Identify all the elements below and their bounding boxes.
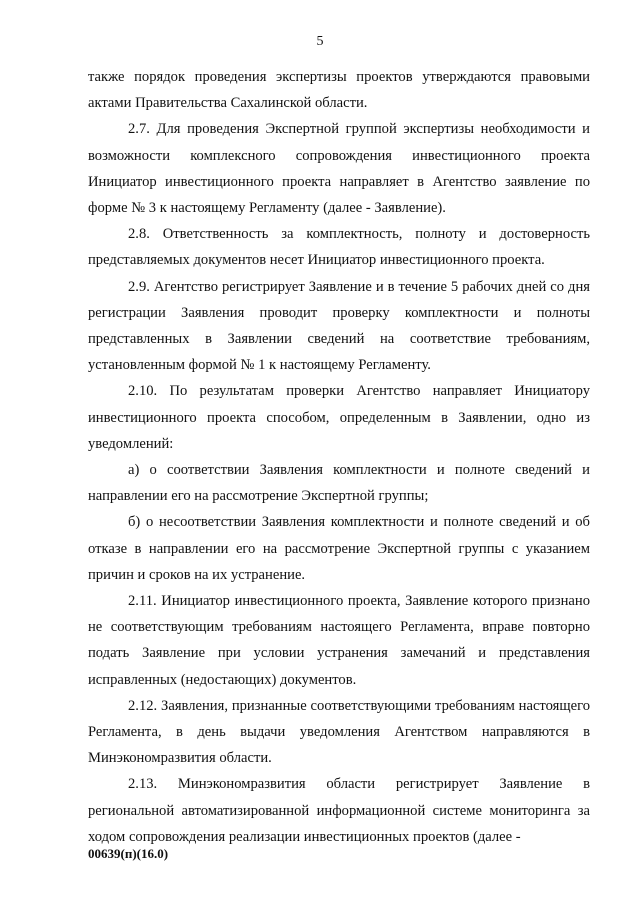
paragraph-2-13: 2.13. Минэкономразвития области регистрирует Заявление в региональной автоматизированной информационной системе мониторинга за ходом сопровождения реализации инвестиционных проектов (далее - bbox=[88, 776, 590, 845]
paragraph-2-12: 2.12. Заявления, признанные соответствующими требованиям настоящего Регламента, в день выдачи уведомления Агентством направляются в Минэкономразвития области. bbox=[88, 697, 590, 767]
paragraph-2-11: 2.11. Инициатор инвестиционного проекта, Заявление которого признано не соответствующим требованиям настоящего Регламента, вправе повторно подать Заявление при условии устранения замечаний и представления исправленных (недостающих) документов. bbox=[88, 593, 590, 688]
document-code: 00639(п)(16.0) bbox=[88, 846, 169, 861]
paragraph-2-10-b: б) о несоответствии Заявления комплектности и полноте сведений и об отказе в направлении его на рассмотрение Экспертной группы с указанием причин и сроков на их устранение. bbox=[88, 514, 590, 583]
paragraph-continuation: также порядок проведения экспертизы проектов утверждаются правовыми актами Правительства Сахалинской области. bbox=[88, 69, 590, 112]
page-number: 5 bbox=[316, 34, 324, 49]
paragraph-2-8: 2.8. Ответственность за комплектность, полноту и достоверность представляемых документов несет Инициатор инвестиционного проекта. bbox=[88, 226, 590, 269]
paragraph-2-7: 2.7. Для проведения Экспертной группой экспертизы необходимости и возможности комплексного сопровождения инвестиционного проекта Инициатор инвестиционного проекта направляет в Агентство заявление по форме № 3 к настоящему Регламенту (далее - Заявление). bbox=[88, 121, 590, 217]
paragraph-2-9: 2.9. Агентство регистрирует Заявление и в течение 5 рабочих дней со дня регистрации Заявления проводит проверку комплектности и полноты представленных в Заявлении сведений на соответствие требованиям, установленным формой № 1 к настоящему Регламенту. bbox=[88, 278, 590, 374]
document-body bbox=[88, 64, 590, 850]
paragraph-2-10-a: а) о соответствии Заявления комплектности и полноте сведений и направлении его на рассмотрение Экспертной группы; bbox=[88, 462, 590, 505]
paragraph-2-10: 2.10. По результатам проверки Агентство направляет Инициатору инвестиционного проекта способом, определенным в Заявлении, одно из уведомлений: bbox=[88, 383, 590, 452]
